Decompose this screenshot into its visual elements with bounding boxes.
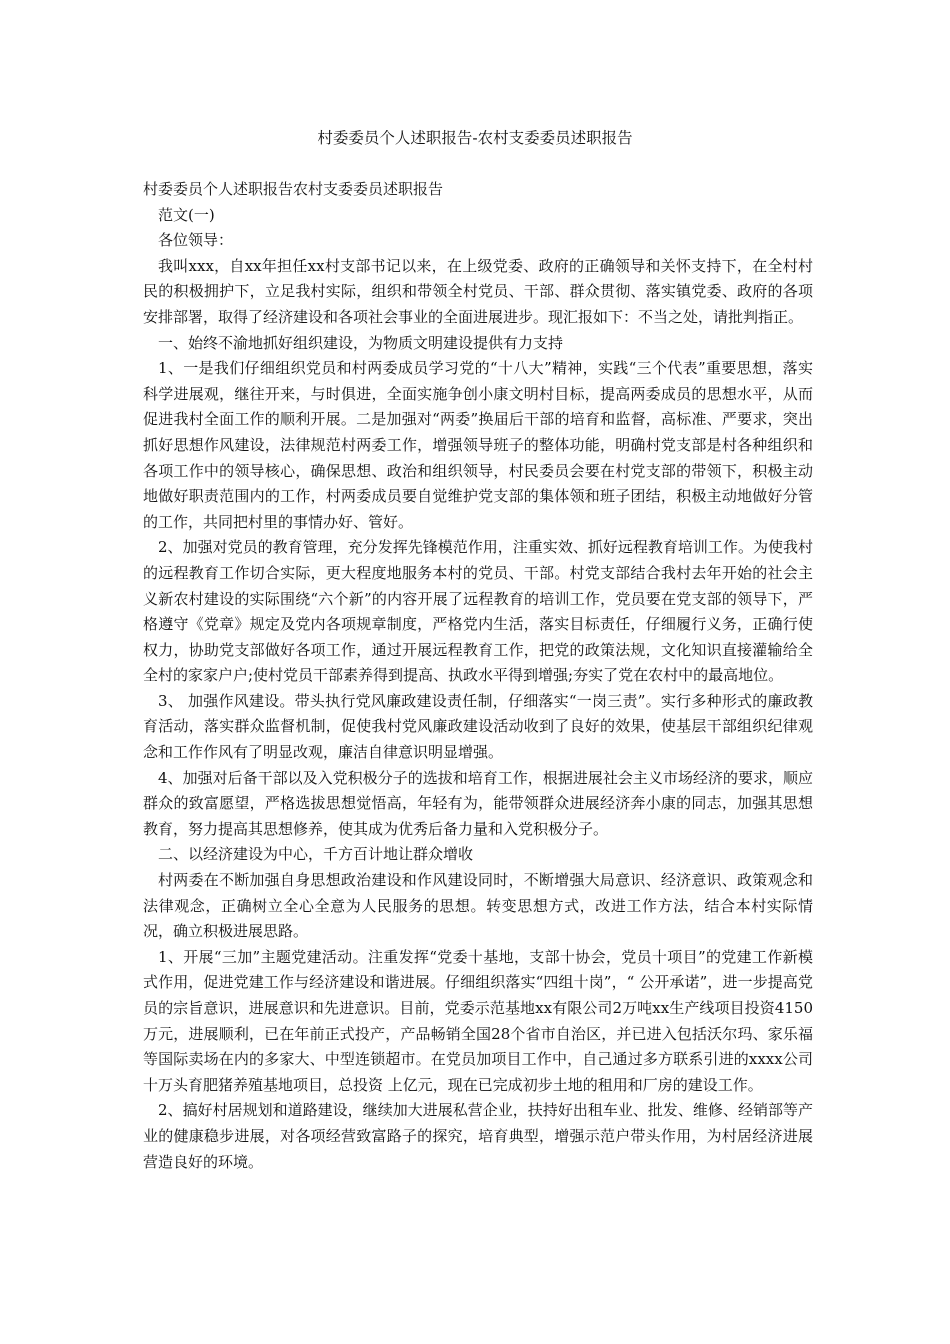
salutation: 各位领导： (158, 231, 234, 250)
document-subtitle: 村委委员个人述职报告农村支委委员述职报告 (143, 180, 444, 198)
paragraph-1-4: 4、加强对后备干部以及入党积极分子的选拔和培育工作，根据进展社会主义市场经济的要求，顺应群众的致富愿望，严格选拔思想觉悟高，年轻有为，能带领群众进展经济奔小康的同志，加强其思想教育，努力提高其思想修养，使其成为优秀后备力量和入党积极分子。 (143, 768, 813, 838)
paragraph-1-3: 3、 加强作风建设。带头执行党风廉政建设责任制，仔细落实“一岗三责”。实行多种形式的廉政教育活动，落实群众监督机制，促使我村党风廉政建设活动收到了良好的效果，使基层干部组织纪律观念和工作作风有了明显改观，廉洁自律意识明显增强。 (143, 691, 813, 762)
paragraph-2-2: 2、搞好村居规划和道路建设，继续加大进展私营企业，扶持好出租车业、批发、维修、经销部等产业的健康稳步进展，对各项经营致富路子的探究，培育典型，增强示范户带头作用，为村居经济进展营造良好的环境。 (143, 1101, 813, 1171)
section-heading-1: 一、始终不渝地抓好组织建设，为物质文明建设提供有力支持 (158, 333, 564, 352)
document-body (143, 177, 813, 1175)
paragraph-1-2: 2、加强对党员的教育管理，充分发挥先锋模范作用，注重实效、抓好远程教育培训工作。为使我村的远程教育工作切合实际，更大程度地服务本村的党员、干部。村党支部结合我村去年开始的社会主义新农村建设的实际围绕“六个新”的内容开展了远程教育的培训工作，党员要在党支部的领导下，严格遵守《党章》规定及党内各项规章制度，严格党内生活，落实目标责任，仔细履行义务，正确行使权力，协助党支部做好各项工作，通过开展远程教育工作，把党的政策法规，文化知识直接灌输给全全村的家家户户;使村党员干部素养得到提高、执政水平得到增强;夯实了党在农村中的最高地位。 (143, 538, 813, 685)
paragraph-1-1: 1、一是我们仔细组织党员和村两委成员学习党的“十八大”精神，实践“三个代表”重要思想，落实科学进展观，继往开来，与时俱进，全面实施争创小康文明村目标，提高两委成员的思想水平，从而促进我村全面工作的顺利开展。二是加强对“两委”换届后干部的培育和监督，高标准、严要求，突出抓好思想作风建设，法律规范村两委工作，增强领导班子的整体功能，明确村党支部是村各种组织和各项工作中的领导核心，确保思想、政治和组织领导，村民委员会要在村党支部的带领下，积极主动地做好职责范围内的工作，村两委成员要自觉维护党支部的集体领和班子团结，积极主动地做好分管的工作，共同把村里的事情办好、管好。 (143, 359, 813, 531)
document-title: 村委委员个人述职报告-农村支委委员述职报告 (317, 129, 633, 147)
sample-label: 范文(一) (158, 205, 215, 224)
paragraph-intro: 我叫xxx，自xx年担任xx村支部书记以来，在上级党委、政府的正确领导和关怀支持下，在全村村民的积极拥护下，立足我村实际，组织和带领全村党员、干部、群众贯彻、落实镇党委、政府的各项安排部署，取得了经济建设和各项社会事业的全面进展进步。现汇报如下：不当之处，请批判指正。 (143, 256, 813, 326)
section-heading-2: 二、以经济建设为中心，千方百计地让群众增收 (158, 845, 474, 864)
paragraph-2-intro: 村两委在不断加强自身思想政治建设和作风建设同时，不断增强大局意识、经济意识、政策观念和法律观念，正确树立全心全意为人民服务的思想。转变思想方式，改进工作方法，结合本村实际情况，确立积极进展思路。 (143, 871, 813, 941)
paragraph-2-1: 1、开展“三加”主题党建活动。注重发挥“党委十基地，支部十协会，党员十项目”的党建工作新模式作用，促进党建工作与经济建设和谐进展。仔细组织落实“四组十岗”，“ 公开承诺”，进一步提高党员的宗旨意识，进展意识和先进意识。目前，党委示范基地xx有限公司2万吨xx生产线项目投资4150万元，进展顺利，已在年前正式投产，产品畅销全国28个省市自治区，并已进入包括沃尔玛、家乐福等国际卖场在内的多家大、中型连锁超市。在党员加项目工作中，自己通过多方联系引进的xxxx公司十万头育肥猪养殖基地项目，总投资 上亿元，现在已完成初步土地的租用和厂房的建设工作。 (143, 947, 813, 1094)
